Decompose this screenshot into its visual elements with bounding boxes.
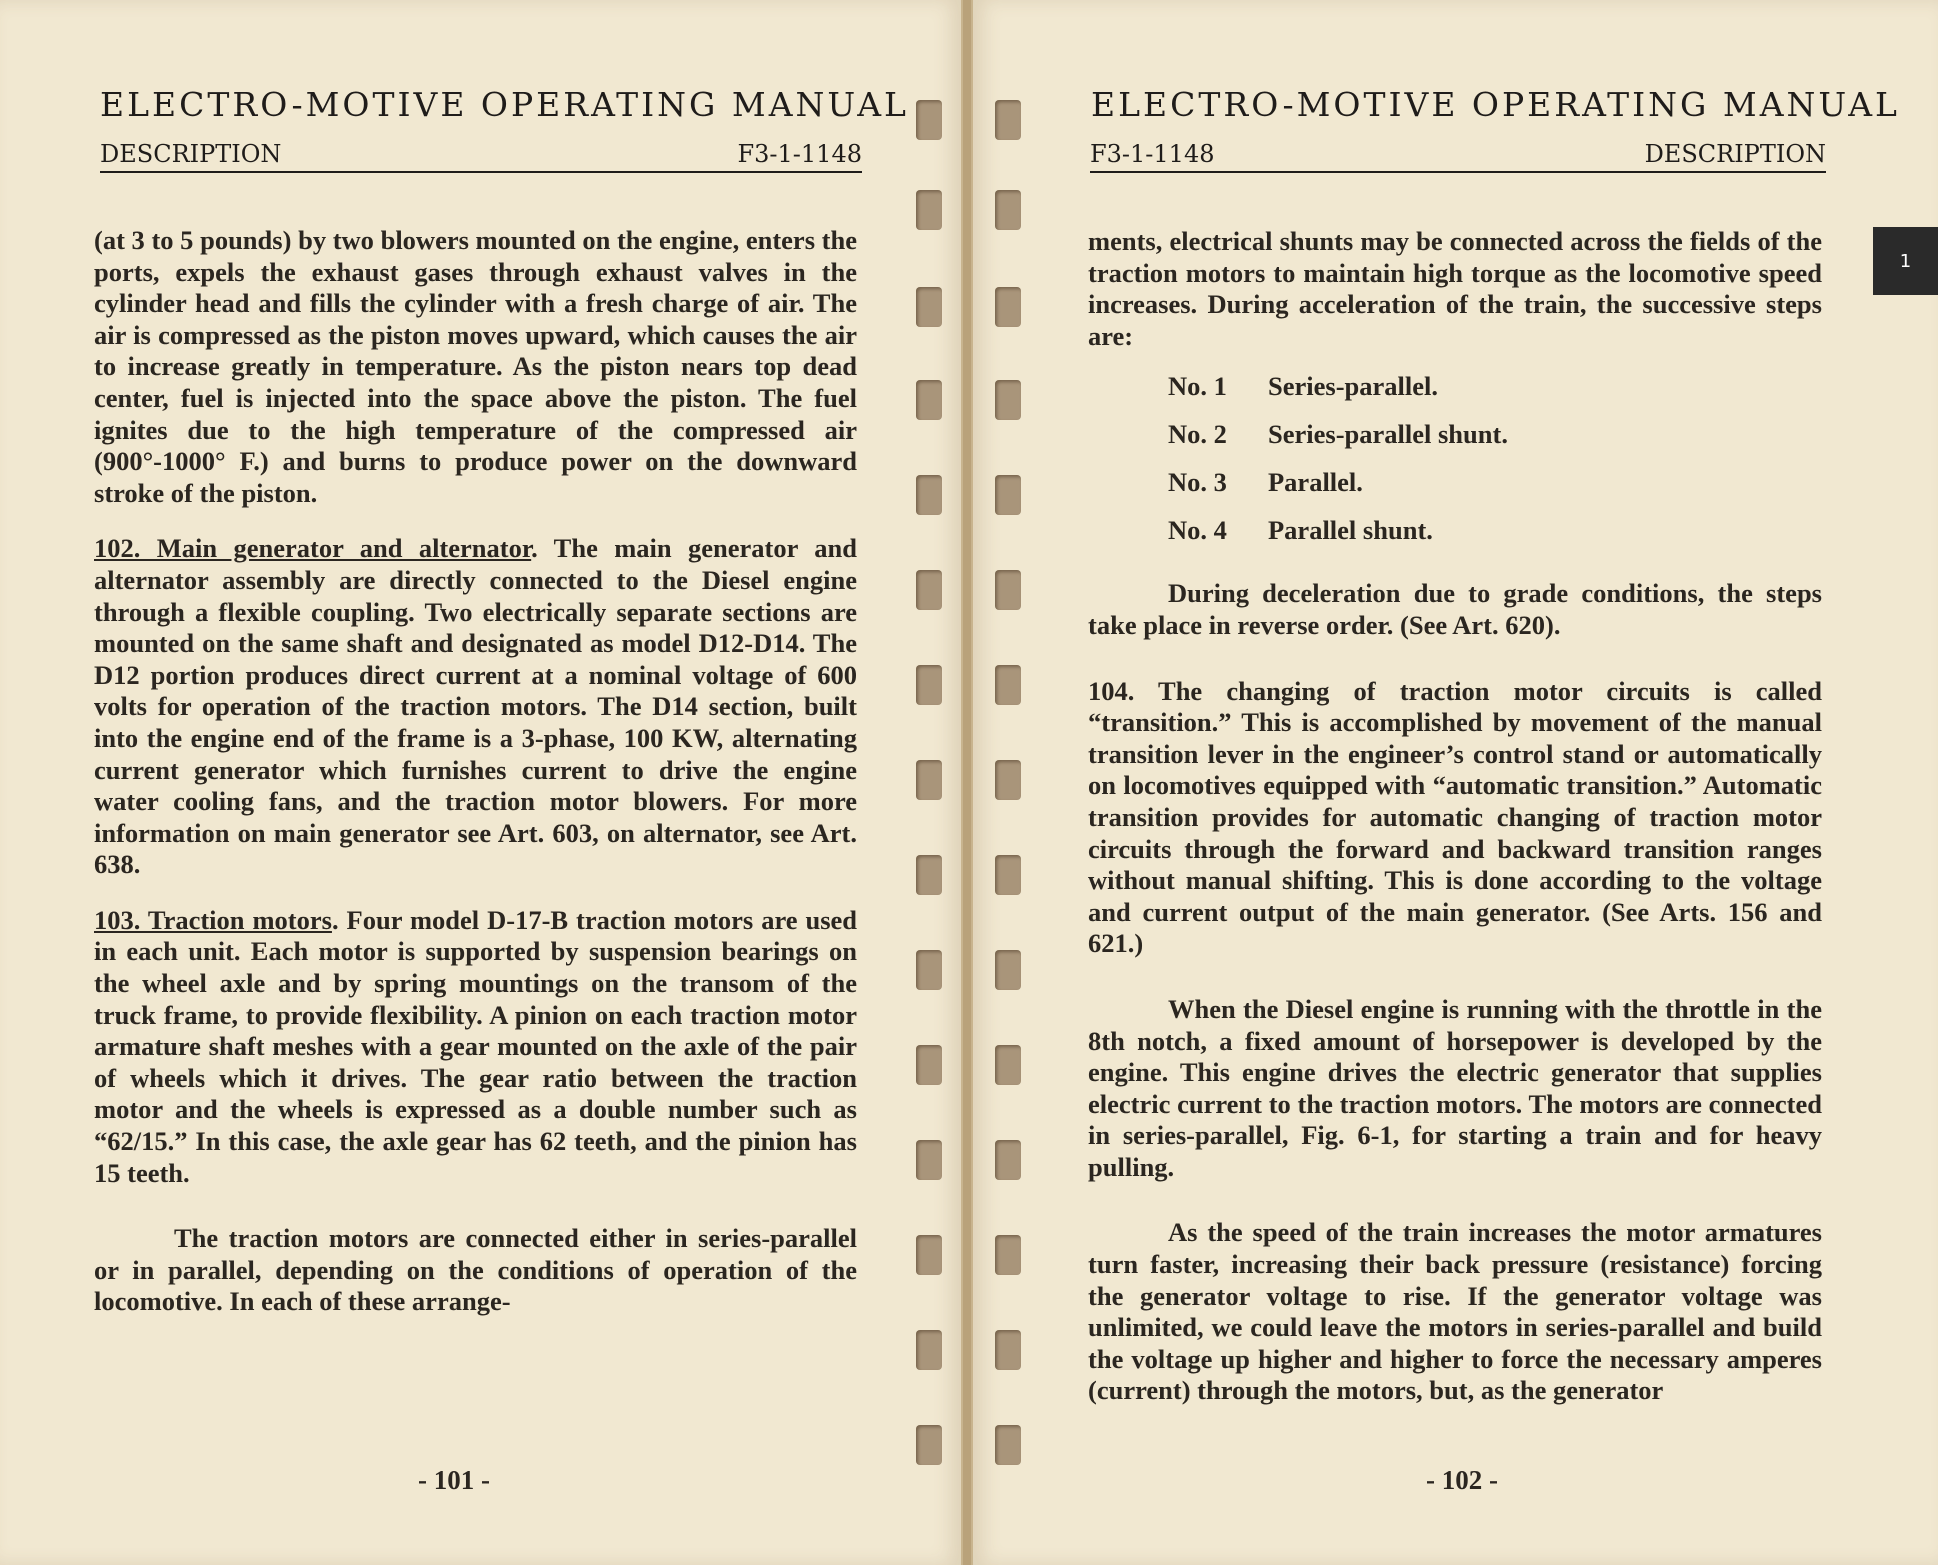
- binding-hole: [995, 570, 1021, 610]
- binding-hole: [916, 1235, 942, 1275]
- transition-steps-list: [1168, 362, 1822, 554]
- paragraph-103: [94, 905, 857, 1189]
- list-item: No. 3 Parallel.: [1168, 467, 1363, 498]
- paragraph: The traction motors are connected either in series-parallel or in parallel, depending on the conditions of operation of the locomotive. In each of these arrange-: [94, 1223, 857, 1317]
- binding-hole: [995, 855, 1021, 895]
- paragraph: During deceleration due to grade conditions, the steps take place in reverse order. (See Art. 620).: [1088, 578, 1822, 640]
- binding-hole: [995, 950, 1021, 990]
- binding-hole: [916, 1330, 942, 1370]
- binding-hole: [916, 287, 942, 327]
- paragraph-104: 104. The changing of traction motor circuits is called “transition.” This is accomplished by movement of the manual transition lever in the engineer’s control stand or automatically on locomotives equipped with “automatic transition.” Automatic transition provides for automatic changing of traction motor circuits through the forward and backward transition ranges without manual shifting. This is done according to the voltage and current output of the main generator. (See Arts. 156 and 621.): [1088, 675, 1822, 959]
- document-code: F3-1-1148: [737, 140, 862, 168]
- binding-hole: [916, 665, 942, 705]
- right-page: [971, 0, 1938, 1565]
- binding-hole: [995, 380, 1021, 420]
- binding-hole: [916, 1425, 942, 1465]
- binding-hole: [916, 380, 942, 420]
- binding-hole: [916, 570, 942, 610]
- binding-hole: [995, 1235, 1021, 1275]
- binding-hole: [995, 100, 1021, 140]
- heading-103: 103. Traction motors: [94, 904, 332, 935]
- left-body: [94, 225, 857, 1318]
- binding-hole: [995, 760, 1021, 800]
- binding-hole: [916, 760, 942, 800]
- paragraph-102: [94, 533, 857, 881]
- paragraph-103-body: . Four model D-17-B traction motors are used in each unit. Each motor is supported by suspension bearings on the wheel axle and by spring mountings on the transom of the truck frame, to provide flexibility. A pinion on each traction motor armature shaft meshes with a gear mounted on the axle of the pair of wheels which it drives. The gear ratio between the traction motor and the wheels is expressed as a double number such as “62/15.” In this case, the axle gear has 62 teeth, and the pinion has 15 teeth.: [94, 904, 858, 1188]
- page-subheader: [100, 140, 862, 173]
- manual-title: ELECTRO-MOTIVE OPERATING MANUAL: [100, 85, 909, 124]
- paragraph: As the speed of the train increases the motor armatures turn faster, increasing their back pressure (resistance) forcing the generator voltage to rise. If the generator voltage was unlimited, we could leave the motors in series-parallel and build the voltage up higher and higher to force the necessary amperes (current) through the motors, but, as the generator: [1088, 1217, 1822, 1406]
- binding-hole: [916, 1140, 942, 1180]
- binding-hole: [916, 475, 942, 515]
- binding-hole: [916, 1045, 942, 1085]
- binding-hole: [916, 855, 942, 895]
- binding-hole: [916, 100, 942, 140]
- section-label: DESCRIPTION: [100, 140, 282, 168]
- paragraph: ments, electrical shunts may be connected across the fields of the traction motors to maintain high torque as the locomotive speed increases. During acceleration of the train, the successive steps are:: [1088, 226, 1822, 351]
- heading-102: 102. Main generator and alternator: [94, 533, 532, 564]
- document-code: F3-1-1148: [1090, 140, 1215, 168]
- page-number: - 101 -: [418, 1465, 490, 1495]
- page-number: - 102 -: [1426, 1465, 1498, 1495]
- binding-hole: [916, 190, 942, 230]
- right-body: [1088, 226, 1822, 1407]
- binding-hole: [995, 190, 1021, 230]
- paragraph: When the Diesel engine is running with the throttle in the 8th notch, a fixed amount of horsepower is developed by the engine. This engine drives the electric generator that supplies electric current to the traction motors. The motors are connected in series-parallel, Fig. 6-1, for starting a train and for heavy pulling.: [1088, 993, 1822, 1182]
- binding-hole: [995, 1330, 1021, 1370]
- list-item: No. 4 Parallel shunt.: [1168, 515, 1433, 546]
- binding-hole: [916, 950, 942, 990]
- page-subheader: [1090, 140, 1826, 173]
- book-spine: [963, 0, 971, 1565]
- paragraph: (at 3 to 5 pounds) by two blowers mounted on the engine, enters the ports, expels the exhaust gases through exhaust valves in the cylinder head and fills the cylinder with a fresh charge of air. The air is compressed as the piston moves upward, which causes the air to increase greatly in temperature. As the piston nears top dead center, fuel is injected into the space above the piston. The fuel ignites due to the high temperature of the compressed air (900°-1000° F.) and burns to produce power on the downward stroke of the piston.: [94, 225, 857, 508]
- paragraph-102-body: . The main generator and alternator assembly are directly connected to the Diesel engine through a flexible coupling. Two electrically separate sections are mounted on the same shaft and designated as model D12-D14. The D12 portion produces direct current at a nominal voltage of 600 volts for operation of the traction motors. The D14 section, built into the engine end of the frame is a 3-phase, 100 KW, alternating current generator which furnishes current to drive the engine water cooling fans, and the traction motor blowers. For more information on main generator see Art. 603, on alternator, see Art. 638.: [94, 533, 857, 880]
- left-page: [0, 0, 963, 1565]
- binding-hole: [995, 1140, 1021, 1180]
- list-item: No. 1 Series-parallel.: [1168, 371, 1438, 402]
- list-item: No. 2 Series-parallel shunt.: [1168, 419, 1508, 450]
- binding-hole: [995, 1425, 1021, 1465]
- manual-title: ELECTRO-MOTIVE OPERATING MANUAL: [1091, 85, 1900, 124]
- binding-hole: [995, 665, 1021, 705]
- section-label: DESCRIPTION: [1644, 140, 1826, 168]
- binding-hole: [995, 1045, 1021, 1085]
- binding-hole: [995, 475, 1021, 515]
- section-tab[interactable]: 1: [1873, 227, 1938, 295]
- binding-hole: [995, 287, 1021, 327]
